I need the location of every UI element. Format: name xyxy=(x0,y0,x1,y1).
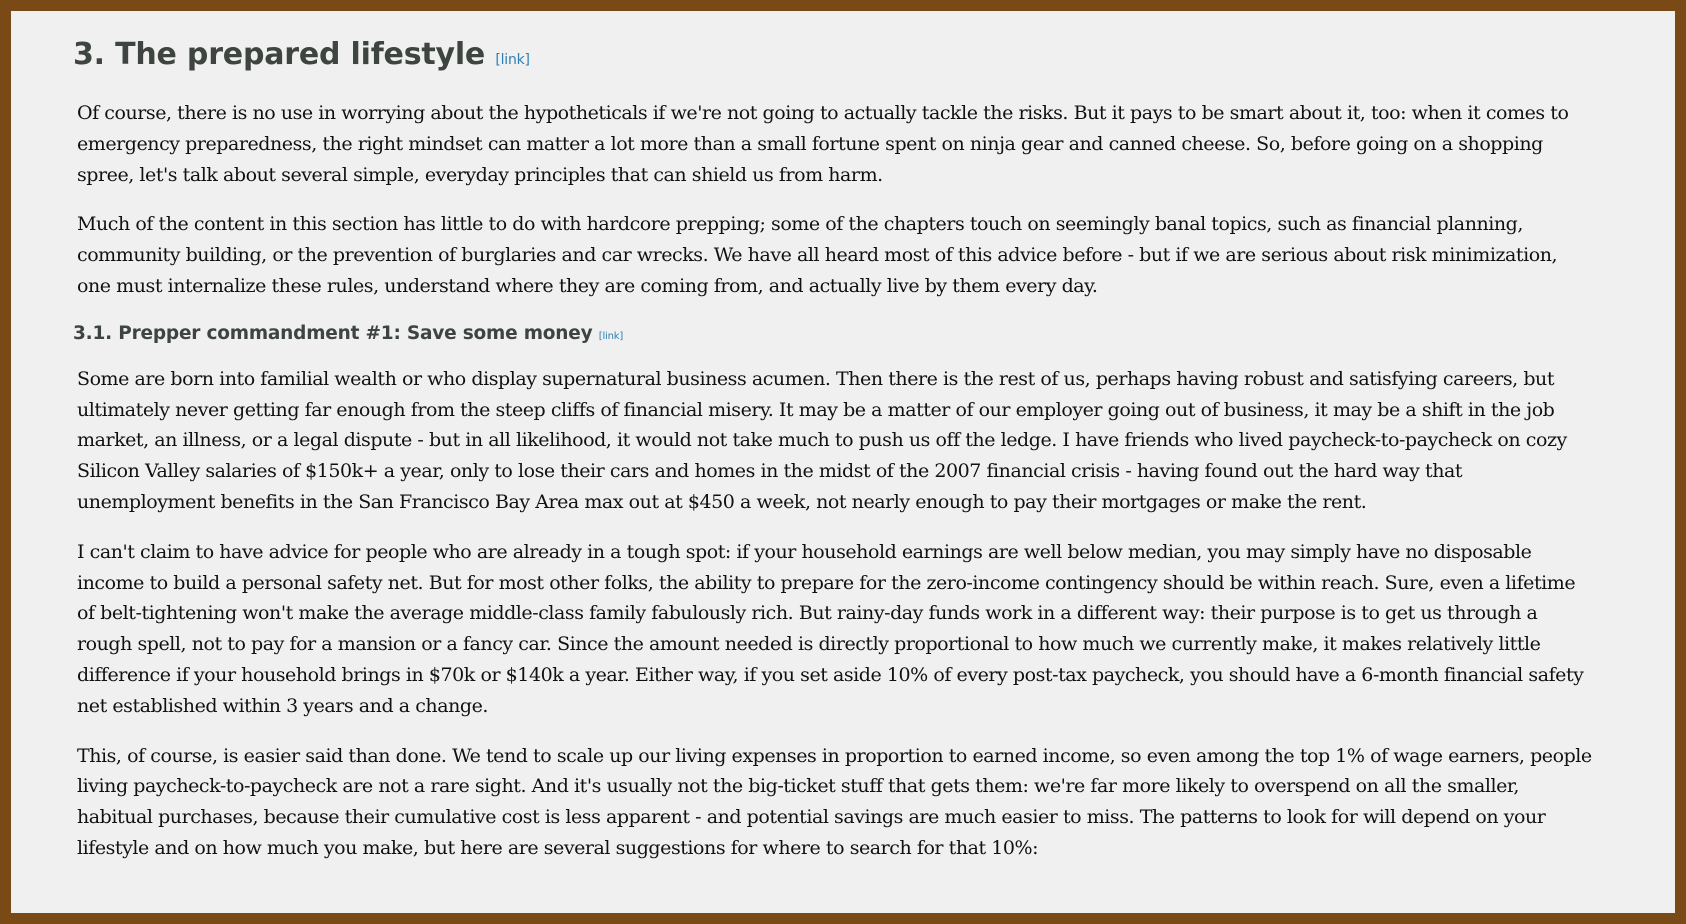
subsection-paragraph-1: Some are born into familial wealth or who display supernatural business acumen. Then there is the rest of us, perhaps having robust and satisfying careers, but ultimately never getting far enough from the steep cliffs of financial misery. It may be a matter of our employer going out of business, it may be a shift in the job market, an illness, or a legal dispute - but in all likelihood, it would not take much to push us off the ledge. I have friends who lived paycheck-to-paycheck on cozy Silicon Valley salaries of $150k+ a year, only to lose their cars and homes in the midst of the 2007 financial crisis - having found out the hard way that unemployment benefits in the San Francisco Bay Area max out at $450 a week, not nearly enough to pay their mortgages or make the rent. xyxy=(77,367,1567,513)
intro-paragraph-1: Of course, there is no use in worrying about the hypotheticals if we're not going to actually tackle the risks. But it pays to be smart about it, too: when it comes to emergency preparedness, the right mindset can matter a lot more than a small fortune spent on ninja gear and canned cheese. So, before going on a shopping spree, let's talk about several simple, everyday principles that can shield us from harm. xyxy=(77,102,1569,186)
subsection-permalink[interactable]: [link] xyxy=(598,330,624,342)
subsection-paragraph-2: I can't claim to have advice for people who are already in a tough spot: if your household earnings are well below median, you may simply have no disposable income to build a personal safety net. But for most other folks, the ability to prepare for the zero-income contingency should be within reach. Sure, even a lifetime of belt-tightening won't make the average middle-class family fabulously rich. But rainy-day funds work in a different way: their purpose is to get us through a rough spell, not to pay for a mansion or a fancy car. Since the amount needed is directly proportional to how much we currently make, it makes relatively little difference if your household brings in $70k or $140k a year. Either way, if you set aside 10% of every post-tax paycheck, you should have a 6-month financial safety net established within 3 years and a change. xyxy=(77,540,1584,717)
subsection-title: 3.1. Prepper commandment #1: Save some money xyxy=(73,322,593,344)
article-content xyxy=(73,33,1593,883)
section-permalink[interactable]: [link] xyxy=(495,52,530,68)
page-frame xyxy=(11,11,1675,913)
intro-paragraph-2: Much of the content in this section has little to do with hardcore prepping; some of the chapters touch on seemingly banal topics, such as financial planning, community building, or the prevention of burglaries and car wrecks. We have all heard most of this advice before - but if we are serious about risk minimization, one must internalize these rules, understand where they are coming from, and actually live by them every day. xyxy=(77,213,1558,297)
section-title: 3. The prepared lifestyle xyxy=(73,37,486,72)
subsection-heading xyxy=(73,321,1593,350)
subsection-paragraph-3: This, of course, is easier said than done. We tend to scale up our living expenses in proportion to earned income, so even among the top 1% of wage earners, people living paycheck-to-paycheck are not a rare sight. And it's usually not the big-ticket stuff that gets them: we're far more likely to overspend on all the smaller, habitual purchases, because their cumulative cost is less apparent - and potential savings are much easier to miss. The patterns to look for will depend on your lifestyle and on how much you make, but here are several suggestions for where to search for that 10%: xyxy=(77,744,1592,859)
section-heading xyxy=(73,33,1593,82)
